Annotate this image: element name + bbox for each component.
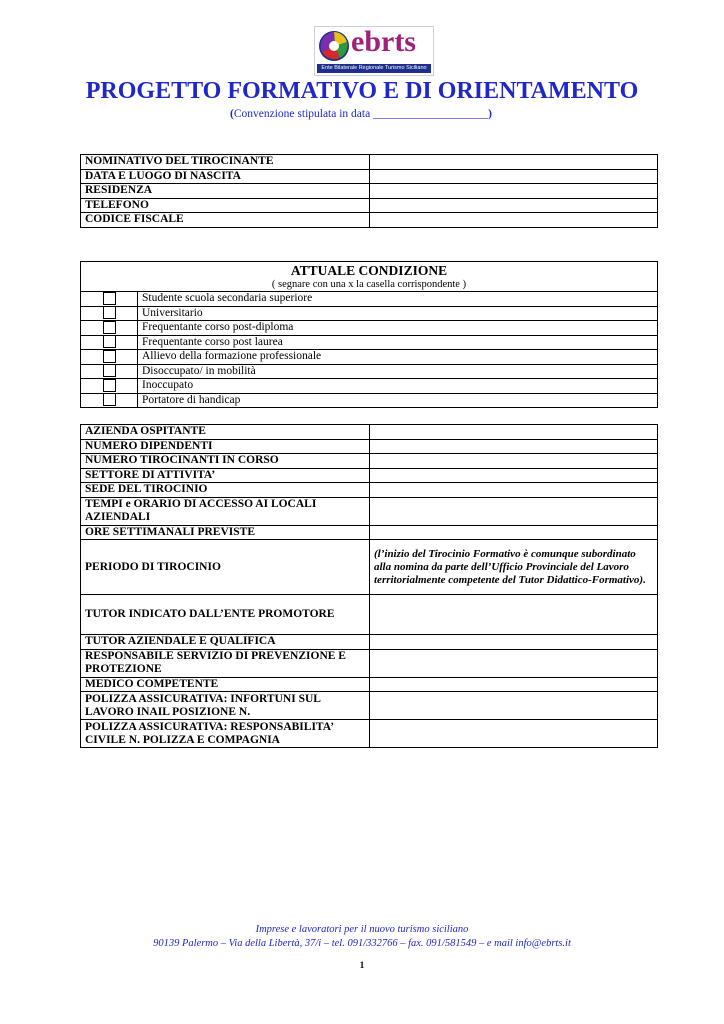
table-row xyxy=(81,483,658,498)
condizione-option xyxy=(81,292,658,307)
field-value-input[interactable] xyxy=(370,677,658,692)
condizione-table xyxy=(80,261,658,408)
table-row xyxy=(81,468,658,483)
condizione-option xyxy=(81,321,658,336)
table-row xyxy=(81,677,658,692)
field-label: MEDICO COMPETENTE xyxy=(81,677,370,692)
checkbox[interactable] xyxy=(103,292,116,305)
field-value-input[interactable] xyxy=(370,439,658,454)
condizione-option xyxy=(81,393,658,408)
field-value-input[interactable] xyxy=(370,213,658,228)
footer-slogan: Imprese e lavoratori per il nuovo turismo siciliano xyxy=(255,924,469,935)
azienda-table xyxy=(80,424,658,748)
checkbox[interactable] xyxy=(103,306,116,319)
field-label: ORE SETTIMANALI PREVISTE xyxy=(81,525,370,540)
condizione-header xyxy=(81,262,658,292)
field-label: SEDE DEL TIROCINIO xyxy=(81,483,370,498)
field-value-input[interactable] xyxy=(370,483,658,498)
field-label: NUMERO DIPENDENTI xyxy=(81,439,370,454)
condizione-subtitle: ( segnare con una x la casella corrispondente ) xyxy=(271,279,467,290)
condizione-option xyxy=(81,306,658,321)
footer-contacts: 90139 Palermo – Via della Libertà, 37/i – tel. 091/332766 – fax. 091/581549 – e mail info@ebrts.it xyxy=(153,938,571,949)
field-value-input[interactable] xyxy=(370,497,658,525)
field-label: TUTOR INDICATO DALL’ENTE PROMOTORE xyxy=(81,595,370,635)
condizione-option xyxy=(81,335,658,350)
condizione-option xyxy=(81,379,658,394)
option-label: Studente scuola secondaria superiore xyxy=(138,292,658,307)
page-title: PROGETTO FORMATIVO E DI ORIENTAMENTO xyxy=(85,78,639,104)
field-value-input[interactable] xyxy=(370,720,658,748)
page-number: 1 xyxy=(359,960,365,970)
condizione-option xyxy=(81,350,658,365)
field-label: POLIZZA ASSICURATIVA: INFORTUNI SUL LAVORO INAIL POSIZIONE N. xyxy=(81,692,370,720)
field-value-input[interactable]: (l’inizio del Tirocinio Formativo è comunque subordinato alla nomina da parte dell’Ufficio Provinciale del Lavoro territorialmente competente del Tutor Didattico-Formativo). xyxy=(370,540,658,595)
checkbox-cell xyxy=(81,393,138,408)
checkbox-cell xyxy=(81,335,138,350)
convenzione-line: (Convenzione stipulata in data ____________________) xyxy=(230,108,492,120)
table-row xyxy=(81,540,658,595)
field-label: POLIZZA ASSICURATIVA: RESPONSABILITA’ CIVILE N. POLIZZA E COMPAGNIA xyxy=(81,720,370,748)
table-row xyxy=(81,497,658,525)
field-value-input[interactable] xyxy=(370,425,658,440)
checkbox[interactable] xyxy=(103,364,116,377)
field-value-input[interactable] xyxy=(370,649,658,677)
checkbox[interactable] xyxy=(103,321,116,334)
field-label: CODICE FISCALE xyxy=(81,213,370,228)
option-label: Allievo della formazione professionale xyxy=(138,350,658,365)
table-row xyxy=(81,595,658,635)
table-row xyxy=(81,720,658,748)
field-value-input[interactable] xyxy=(370,169,658,184)
field-label: NOMINATIVO DEL TIROCINANTE xyxy=(81,155,370,170)
field-value-input[interactable] xyxy=(370,454,658,469)
field-label: TELEFONO xyxy=(81,198,370,213)
field-value-input[interactable] xyxy=(370,198,658,213)
checkbox-cell xyxy=(81,379,138,394)
logo-strip-text: Ente Bilaterale Regionale Turismo Siciliano xyxy=(317,64,431,73)
checkbox-cell xyxy=(81,364,138,379)
condizione-title: ATTUALE CONDIZIONE xyxy=(290,263,448,278)
field-value-input[interactable] xyxy=(370,635,658,650)
option-label: Frequentante corso post-diploma xyxy=(138,321,658,336)
condizione-option xyxy=(81,364,658,379)
field-value-input[interactable] xyxy=(370,525,658,540)
table-row xyxy=(81,184,658,199)
logo-wordmark: ebrts xyxy=(351,25,416,58)
table-row xyxy=(81,213,658,228)
field-value-input[interactable] xyxy=(370,155,658,170)
table-row xyxy=(81,169,658,184)
checkbox-cell xyxy=(81,292,138,307)
checkbox[interactable] xyxy=(103,350,116,363)
table-row xyxy=(81,649,658,677)
field-label: SETTORE DI ATTIVITA’ xyxy=(81,468,370,483)
option-label: Portatore di handicap xyxy=(138,393,658,408)
table-row xyxy=(81,198,658,213)
field-label: NUMERO TIROCINANTI IN CORSO xyxy=(81,454,370,469)
field-label: TUTOR AZIENDALE E QUALIFICA xyxy=(81,635,370,650)
field-label: RESIDENZA xyxy=(81,184,370,199)
table-row xyxy=(81,155,658,170)
table-row xyxy=(81,425,658,440)
field-label: PERIODO DI TIROCINIO xyxy=(81,540,370,595)
table-row xyxy=(81,692,658,720)
field-value-input[interactable] xyxy=(370,468,658,483)
field-value-input[interactable] xyxy=(370,692,658,720)
field-value-input[interactable] xyxy=(370,595,658,635)
checkbox-cell xyxy=(81,350,138,365)
field-label: DATA E LUOGO DI NASCITA xyxy=(81,169,370,184)
table-row xyxy=(81,439,658,454)
triskelion-logo-icon xyxy=(318,30,350,62)
checkbox-cell xyxy=(81,306,138,321)
checkbox-cell xyxy=(81,321,138,336)
table-row xyxy=(81,454,658,469)
checkbox[interactable] xyxy=(103,335,116,348)
ebrts-logo xyxy=(314,26,434,76)
option-label: Disoccupato/ in mobilità xyxy=(138,364,658,379)
tirocinante-table xyxy=(80,154,658,228)
convenzione-text: Convenzione stipulata in data ____________________ xyxy=(233,108,489,120)
option-label: Inoccupato xyxy=(138,379,658,394)
table-row xyxy=(81,635,658,650)
checkbox[interactable] xyxy=(103,379,116,392)
option-label: Universitario xyxy=(138,306,658,321)
field-value-input[interactable] xyxy=(370,184,658,199)
checkbox[interactable] xyxy=(103,393,116,406)
field-label: RESPONSABILE SERVIZIO DI PREVENZIONE E PROTEZIONE xyxy=(81,649,370,677)
table-row xyxy=(81,525,658,540)
field-label: TEMPI e ORARIO DI ACCESSO AI LOCALI AZIENDALI xyxy=(81,497,370,525)
option-label: Frequentante corso post laurea xyxy=(138,335,658,350)
field-label: AZIENDA OSPITANTE xyxy=(81,425,370,440)
